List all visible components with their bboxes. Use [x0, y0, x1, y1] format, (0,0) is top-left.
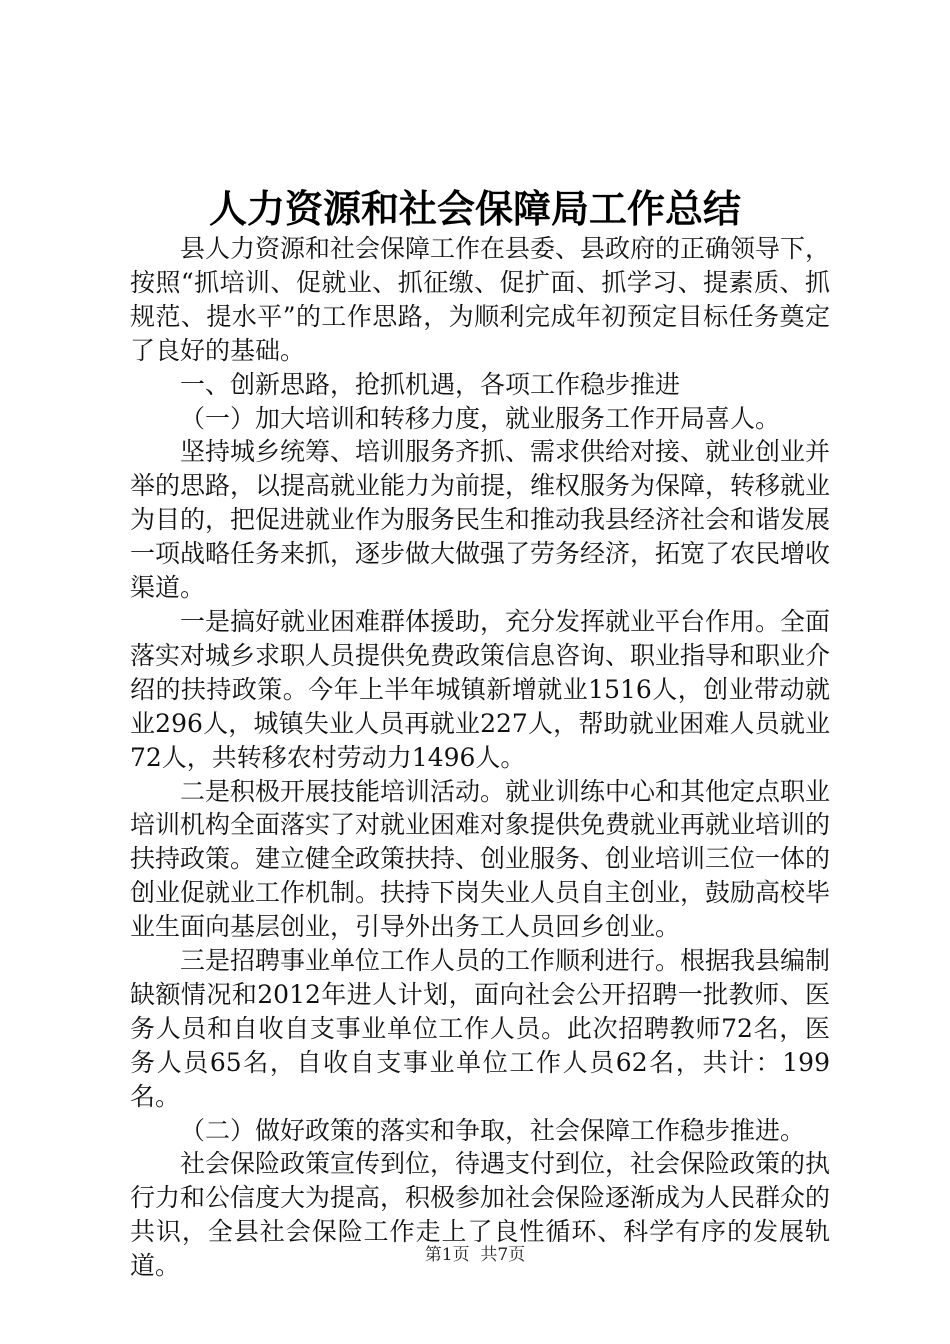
document-title: 人力资源和社会保障局工作总结 [208, 187, 741, 231]
document-body [130, 232, 830, 1283]
paragraph-employment-assistance: 一是搞好就业困难群体援助，充分发挥就业平台作用。全面落实对城乡求职人员提供免费政策信息咨询、职业指导和职业介绍的扶持政策。今年上半年城镇新增就业1516人，创业带动就业296人，城镇失业人员再就业227人，帮助就业困难人员就业72人，共转移农村劳动力1496人。 [130, 606, 831, 772]
page-total: 共7页 [480, 1245, 526, 1265]
paragraph-employment-overview: 坚持城乡统筹、培训服务齐抓、需求供给对接、就业创业并举的思路，以提高就业能力为前提，维权服务为保障，转移就业为目的，把促进就业作为服务民生和推动我县经济社会和谐发展一项战略任务来抓，逐步做大做强了劳务经济，拓宽了农民增收渠道。 [130, 437, 831, 603]
page-number: 第1页 [424, 1245, 470, 1265]
heading-section-1: 一、创新思路，抢抓机遇，各项工作稳步推进 [180, 369, 681, 399]
paragraph-recruitment: 三是招聘事业单位工作人员的工作顺利进行。根据我县编制缺额情况和2012年进人计划，面向社会公开招聘一批教师、医务人员和自收自支事业单位工作人员。此次招聘教师72名，医务人员65名，自收自支事业单位工作人员62名，共计：199名。 [130, 946, 831, 1111]
paragraph-social-insurance: 社会保险政策宣传到位，待遇支付到位，社会保险政策的执行力和公信度大为提高，积极参加社会保险逐渐成为人民群众的共识，全县社会保险工作走上了良性循环、科学有序的发展轨道。 [130, 1149, 831, 1281]
subheading-social-security: （二）做好政策的落实和争取，社会保障工作稳步推进。 [180, 1115, 806, 1145]
paragraph-intro: 县人力资源和社会保障工作在县委、县政府的正确领导下，按照“抓培训、促就业、抓征缴、促扩面、抓学习、提素质、抓规范、提水平”的工作思路，为顺利完成年初预定目标任务奠定了良好的基础。 [130, 234, 831, 365]
paragraph-skills-training: 二是积极开展技能培训活动。就业训练中心和其他定点职业培训机构全面落实了对就业困难对象提供免费就业再就业培训的扶持政策。建立健全政策扶持、创业服务、创业培训三位一体的创业促就业工作机制。扶持下岗失业人员自主创业，鼓励高校毕业生面向基层创业，引导外出务工人员回乡创业。 [130, 776, 831, 942]
page-footer [0, 1243, 950, 1267]
subheading-employment: （一）加大培训和转移力度，就业服务工作开局喜人。 [180, 403, 781, 433]
